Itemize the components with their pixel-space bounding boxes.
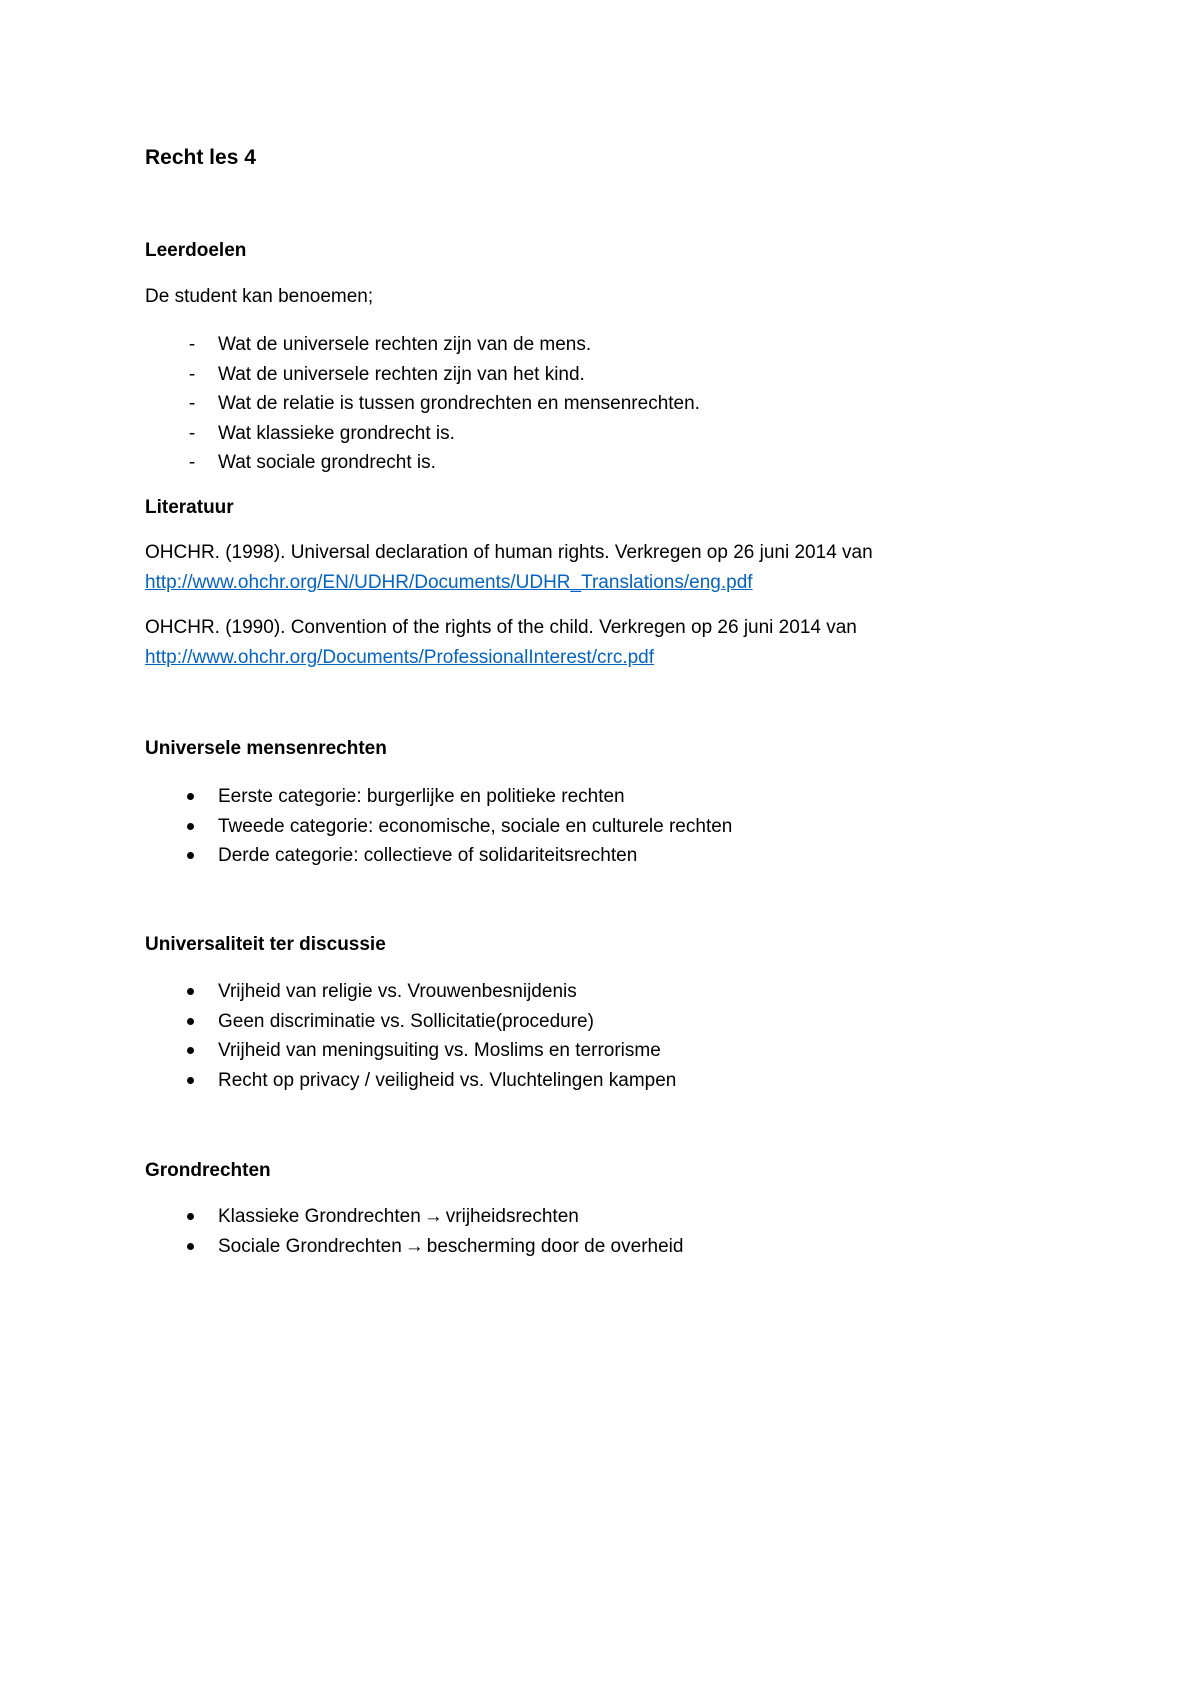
dash-marker: - <box>188 363 196 385</box>
reference-1-link[interactable]: http://www.ohchr.org/EN/UDHR/Documents/UDHR_Translations/eng.pdf <box>145 572 753 593</box>
bullet-icon <box>187 1243 194 1250</box>
bullet-icon <box>187 1018 194 1025</box>
dash-marker: - <box>188 422 196 444</box>
heading-universaliteit: Universaliteit ter discussie <box>145 934 386 955</box>
list-item-text: Wat de universele rechten zijn van de mens. <box>218 334 592 355</box>
list-item-text <box>218 1235 683 1259</box>
list-item-right: bescherming door de overheid <box>426 1235 684 1257</box>
list-item-text: Derde categorie: collectieve of solidariteitsrechten <box>218 845 638 866</box>
dash-marker: - <box>188 334 196 355</box>
list-item-text: Wat sociale grondrecht is. <box>218 452 436 473</box>
list-item-text: Vrijheid van meningsuiting vs. Moslims en terrorisme <box>218 1040 661 1061</box>
bullet-icon <box>187 1047 194 1054</box>
heading-grondrechten: Grondrechten <box>145 1160 271 1181</box>
arrow-right-icon: → <box>423 1206 443 1227</box>
heading-universele-mensenrechten: Universele mensenrechten <box>145 738 387 759</box>
list-item-text: Wat de relatie is tussen grondrechten en mensenrechten. <box>218 393 700 414</box>
list-item-text: Recht op privacy / veiligheid vs. Vluchtelingen kampen <box>218 1069 677 1091</box>
list-item-right: vrijheidsrechten <box>445 1206 579 1227</box>
heading-literatuur: Literatuur <box>145 497 234 518</box>
list-item-text <box>218 1205 579 1229</box>
leerdoelen-intro: De student kan benoemen; <box>145 286 374 307</box>
list-item-text: Tweede categorie: economische, sociale en culturele rechten <box>218 815 733 837</box>
list-item-left: Klassieke Grondrechten <box>218 1206 421 1227</box>
list-item-text: Vrijheid van religie vs. Vrouwenbesnijdenis <box>218 981 577 1002</box>
list-item-text: Wat de universele rechten zijn van het kind. <box>218 363 585 385</box>
list-item-left: Sociale Grondrechten <box>218 1235 402 1257</box>
list-item-text: Geen discriminatie vs. Sollicitatie(procedure) <box>218 1010 594 1032</box>
bullet-icon <box>187 1077 194 1084</box>
dash-marker: - <box>188 393 196 414</box>
bullet-icon <box>187 793 194 800</box>
list-item-text: Eerste categorie: burgerlijke en politieke rechten <box>218 786 625 807</box>
bullet-icon <box>187 1213 194 1220</box>
reference-1-text: OHCHR. (1998). Universal declaration of human rights. Verkregen op 26 juni 2014 van <box>145 542 873 563</box>
heading-leerdoelen: Leerdoelen <box>145 240 247 261</box>
bullet-icon <box>187 823 194 830</box>
dash-marker: - <box>188 452 196 473</box>
reference-2-link[interactable]: http://www.ohchr.org/Documents/ProfessionalInterest/crc.pdf <box>145 647 655 668</box>
list-item-text: Wat klassieke grondrecht is. <box>218 422 455 444</box>
page-title: Recht les 4 <box>145 146 256 169</box>
arrow-right-icon: → <box>404 1235 424 1257</box>
bullet-icon <box>187 852 194 859</box>
reference-2-text: OHCHR. (1990). Convention of the rights of the child. Verkregen op 26 juni 2014 van <box>145 617 857 638</box>
bullet-icon <box>187 988 194 995</box>
